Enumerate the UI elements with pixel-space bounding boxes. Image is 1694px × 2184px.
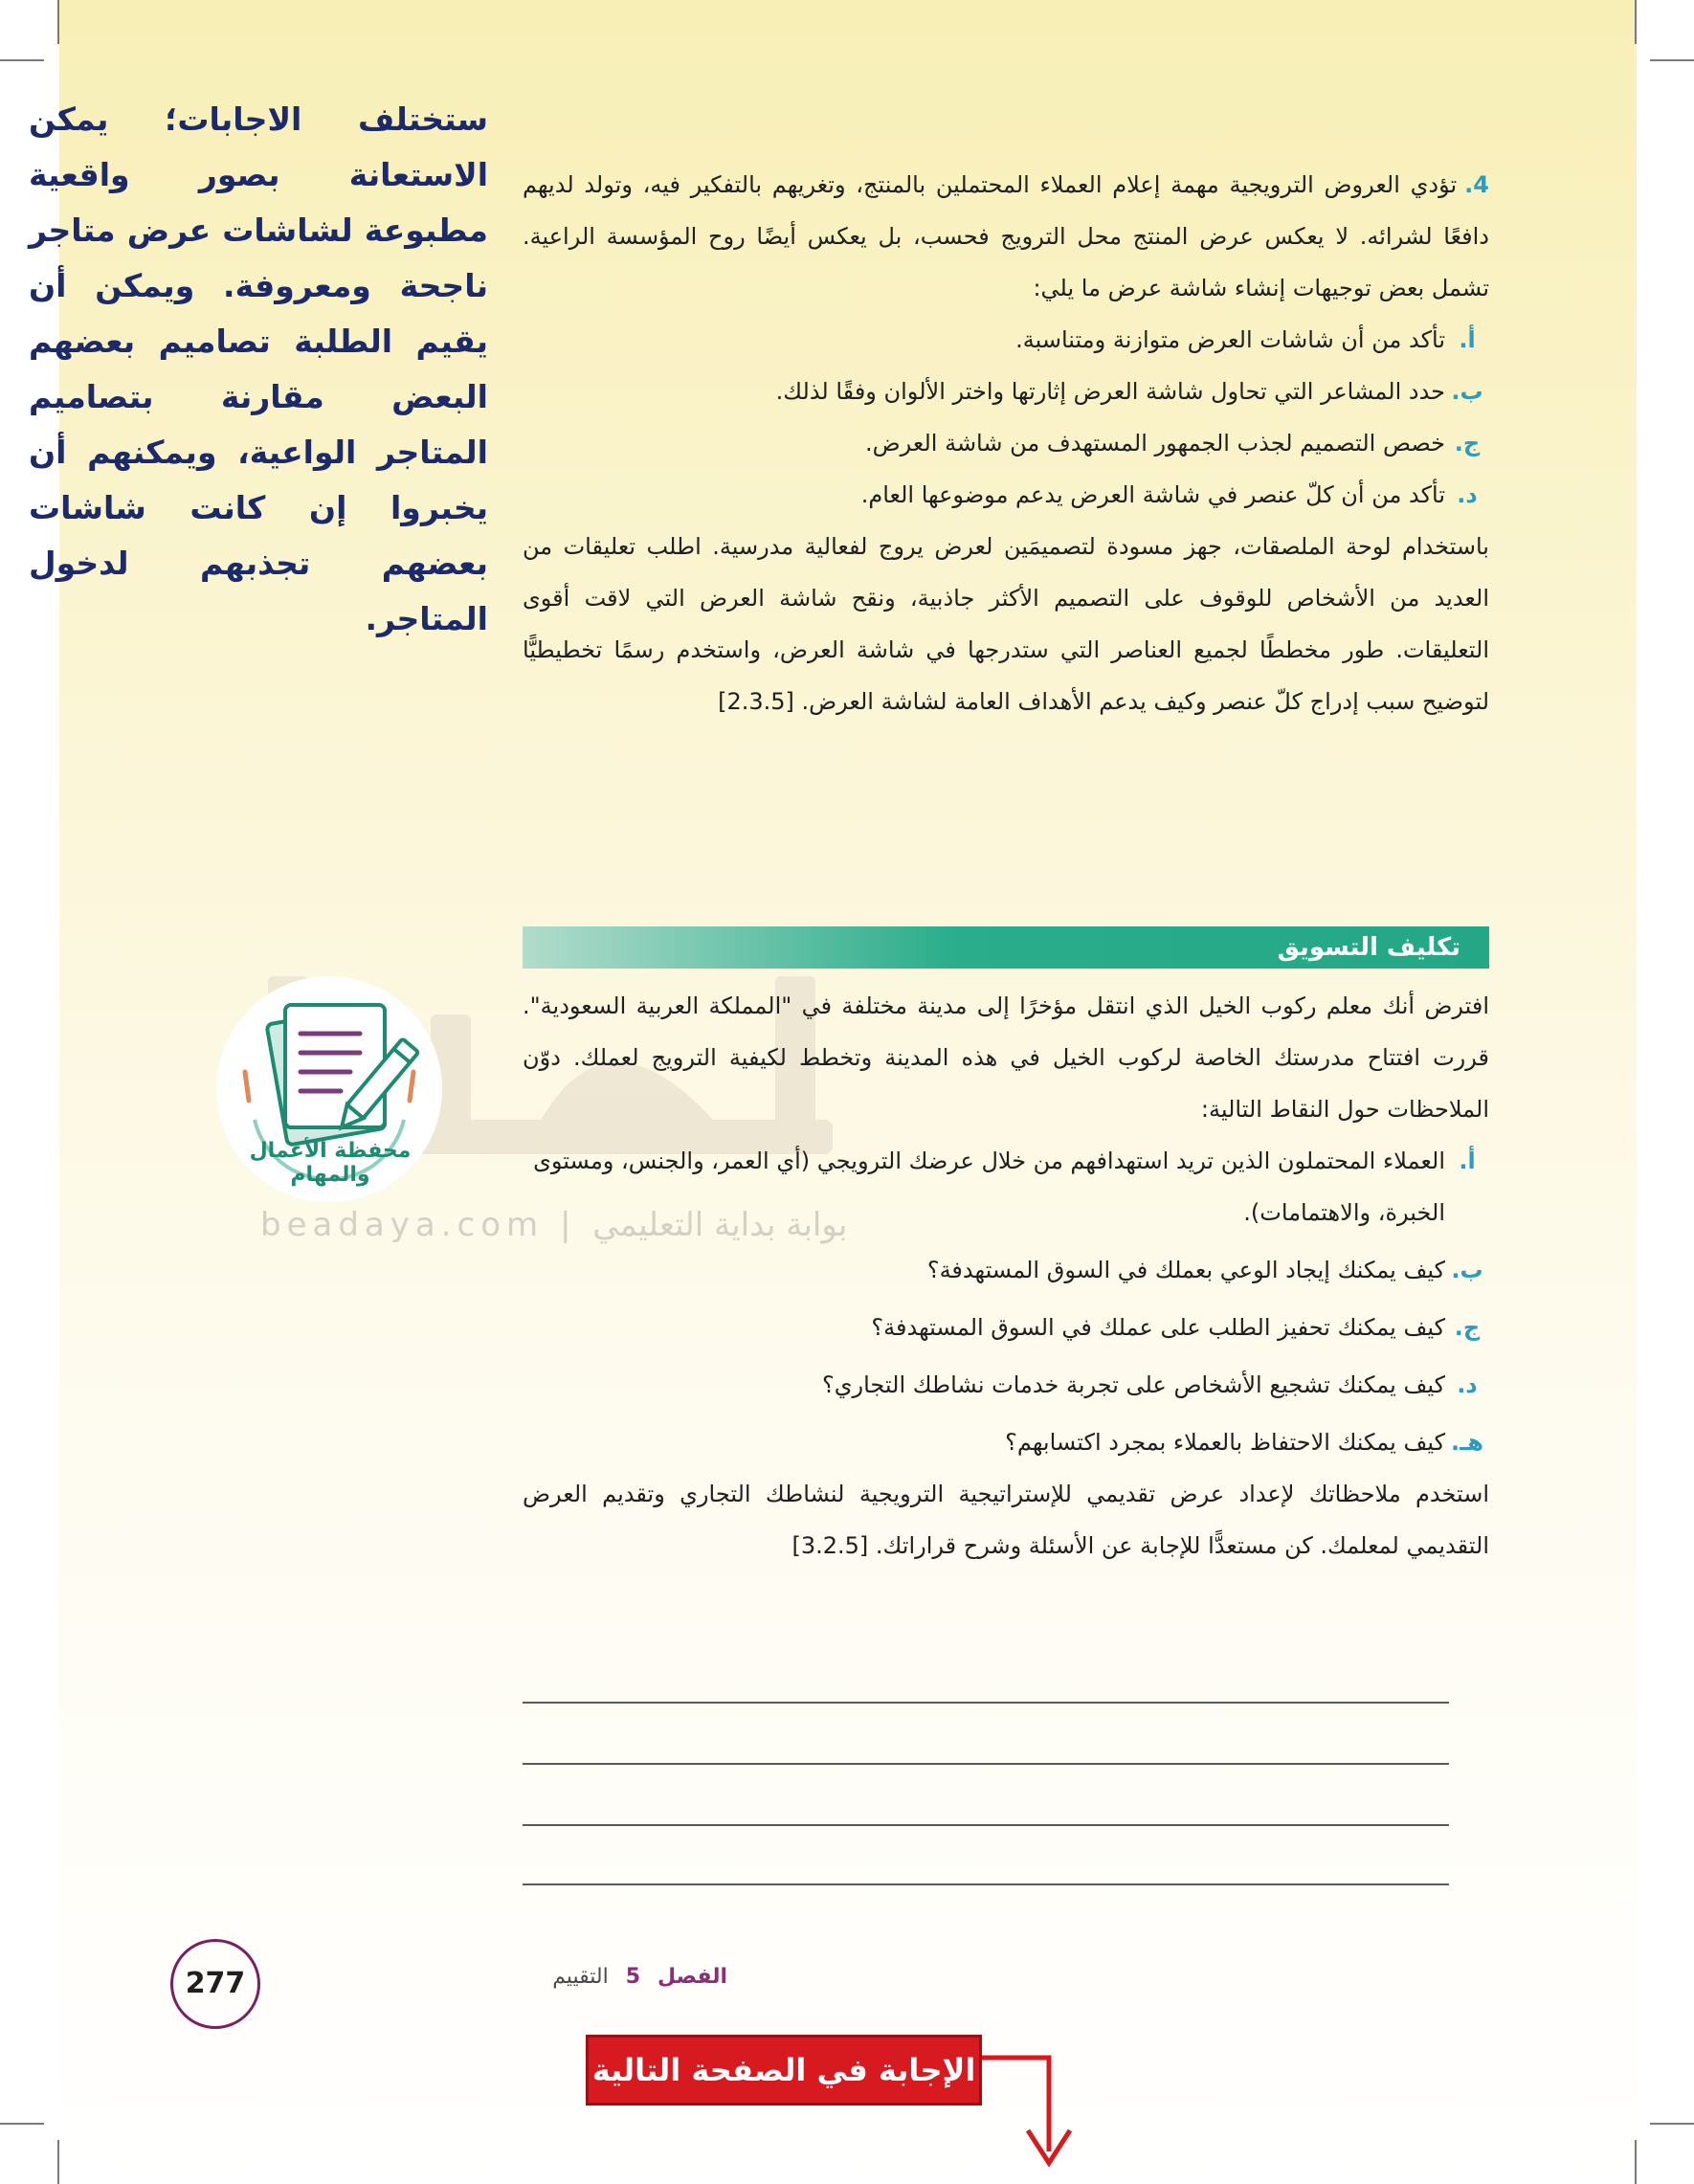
teacher-note: ستختلف الاجابات؛ يمكن الاستعانة بصور واقعية مطبوعة لشاشات عرض متاجر ناجحة ومعروفة. ويمكن أن يقيم الطلبة تصاميم بعضهم البعض مقارنة بتصاميم المتاجر الواعية، ويمكنهم أن يخبروا إن كانت شاشات بعضهم تجذبهم لدخول المتاجر.	[29, 100, 488, 637]
next-page-button[interactable]: الإجابة في الصفحة التالية	[586, 2035, 982, 2106]
list-item	[523, 1135, 1489, 1238]
marketing-assignment	[523, 980, 1489, 1571]
question-4-text: تؤدي العروض الترويجية مهمة إعلام العملاء المحتملين بالمنتج، وتغريهم بالتفكير فيه، وتولد لديهم دافعًا لشرائه. لا يعكس عرض المنتج محل الترويج فحسب، بل يعكس أيضًا روح المؤسسة الراعية. تشمل بعض توجيهات إنشاء شاشة عرض ما يلي:	[523, 171, 1489, 301]
answer-line[interactable]	[523, 1883, 1449, 1885]
list-item	[523, 1416, 1489, 1468]
answer-line[interactable]	[523, 1702, 1449, 1704]
assignment-task: استخدم ملاحظاتك لإعداد عرض تقديمي للإستراتيجية الترويجية لنشاطك التجاري وتقديم العرض التقديمي لمعلمك. كن مستعدًّا للإجابة عن الأسئلة وشرح قراراتك. [3.2.5]	[523, 1481, 1489, 1559]
answer-line[interactable]	[523, 1763, 1449, 1765]
list-marker: ج.	[1454, 430, 1481, 457]
list-marker: د.	[1457, 1371, 1478, 1398]
chapter-number: 5	[625, 1965, 641, 1989]
list-marker: ب.	[1451, 378, 1483, 405]
page-number: 277	[170, 1939, 260, 2029]
watermark-site: beadaya.com | بوابة بداية التعليمي	[260, 1206, 848, 1244]
list-item	[523, 314, 1489, 366]
question-4-task: باستخدام لوحة الملصقات، جهز مسودة لتصميمَين لعرض يروج لفعالية مدرسية. اطلب تعليقات من العديد من الأشخاص للوقوف على التصميم الأكثر جاذبية، ونقح شاشة العرض التي لاقت أقوى التعليقات. طور مخططًا لجميع العناصر التي ستدرجها في شاشة العرض، واستخدم رسمًا تخطيطيًّا لتوضيح سبب إدراج كلّ عنصر وكيف يدعم الأهداف العامة لشاشة العرض. [2.3.5]	[523, 533, 1489, 715]
list-marker: أ.	[1459, 1148, 1476, 1174]
question-number: 4.	[1464, 171, 1489, 198]
list-item	[523, 1244, 1489, 1296]
chapter-footer	[552, 1958, 727, 1996]
list-marker: ج.	[1454, 1314, 1481, 1341]
list-item	[523, 1302, 1489, 1353]
answer-line[interactable]	[523, 1824, 1449, 1826]
chapter-title: التقييم	[552, 1965, 609, 1989]
crop-mark	[1635, 0, 1637, 44]
crop-mark	[57, 0, 59, 44]
crop-mark	[1650, 59, 1694, 61]
list-item	[523, 417, 1489, 469]
assignment-intro: افترض أنك معلم ركوب الخيل الذي انتقل مؤخرًا إلى مدينة مختلفة في "المملكة العربية السعودية". قررت افتتاح مدرستك الخاصة لركوب الخيل في هذه المدينة وتخطط لكيفية الترويج لعملك. دوّن الملاحظات حول النقاط التالية:	[523, 992, 1489, 1123]
question-4	[523, 159, 1489, 727]
list-marker: هـ.	[1451, 1429, 1483, 1456]
list-text: كيف يمكنك تحفيز الطلب على عملك في السوق المستهدفة؟	[871, 1314, 1445, 1341]
arrow-down-icon	[980, 2039, 1085, 2173]
list-text: العملاء المحتملون الذين تريد استهدافهم من خلال عرضك الترويجي (أي العمر، والجنس، ومستوى الخبرة، والاهتمامات).	[533, 1148, 1445, 1226]
crop-mark	[0, 59, 44, 61]
section-banner	[523, 926, 1489, 969]
list-text: كيف يمكنك إيجاد الوعي بعملك في السوق المستهدفة؟	[926, 1257, 1445, 1283]
list-text: كيف يمكنك تشجيع الأشخاص على تجربة خدمات نشاطك التجاري؟	[822, 1371, 1445, 1398]
section-heading: تكليف التسويق	[1277, 933, 1460, 962]
list-item	[523, 1359, 1489, 1411]
list-item	[523, 366, 1489, 417]
list-text: تأكد من أن كلّ عنصر في شاشة العرض يدعم موضوعها العام.	[860, 481, 1445, 508]
badge-label: محفظة الأعمال والمهام	[249, 1139, 412, 1187]
list-text: خصص التصميم لجذب الجمهور المستهدف من شاشة العرض.	[865, 430, 1445, 457]
list-text: كيف يمكنك الاحتفاظ بالعملاء بمجرد اكتسابهم؟	[1005, 1429, 1445, 1456]
list-marker: د.	[1457, 481, 1478, 508]
list-text: حدد المشاعر التي تحاول شاشة العرض إثارتها واختر الألوان وفقًا لذلك.	[775, 378, 1445, 405]
crop-mark	[57, 2140, 59, 2184]
list-marker: ب.	[1451, 1257, 1483, 1283]
list-text: تأكد من أن شاشات العرض متوازنة ومتناسبة.	[1015, 326, 1445, 353]
crop-mark	[0, 2123, 44, 2125]
list-marker: أ.	[1459, 326, 1476, 353]
question-4-intro	[523, 159, 1489, 314]
crop-mark	[1635, 2140, 1637, 2184]
chapter-label: الفصل	[658, 1965, 727, 1989]
crop-mark	[1650, 2123, 1694, 2125]
list-item	[523, 469, 1489, 521]
